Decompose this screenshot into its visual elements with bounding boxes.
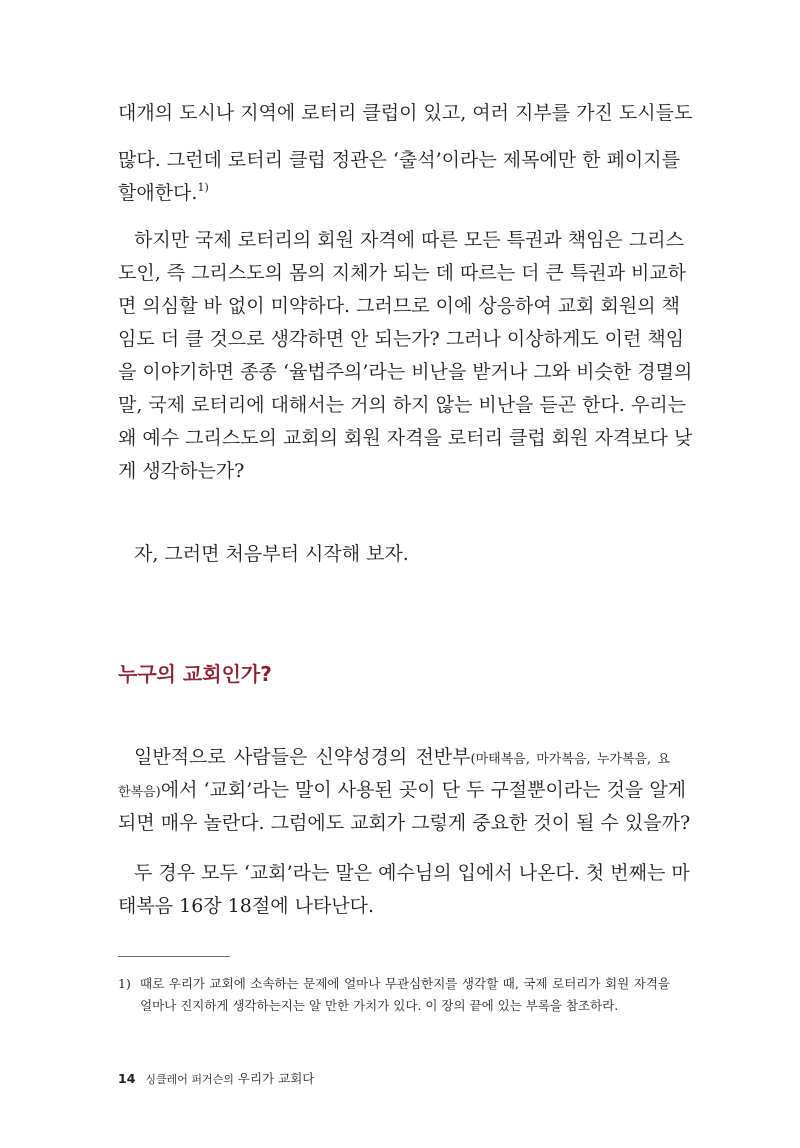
footnote-text: 때로 우리가 교회에 소속하는 문제에 얼마나 무관심한지를 생각할 때, 국제 로터리가 회원 자격을 [140, 976, 670, 991]
body-text-line [118, 179, 670, 207]
body-text-line: 태복음 16장 18절에 나타난다. [118, 895, 375, 917]
footnote-line [118, 973, 670, 995]
body-text-line: 왜 예수 그리스도의 교회의 회원 자격을 로터리 클럽 회원 자격보다 낮 [118, 427, 693, 449]
body-text-line: 두 경우 모두 ‘교회’라는 말은 예수님의 입에서 나온다. 첫 번째는 마 [134, 862, 690, 884]
body-text-line: 게 생각하는가? [118, 460, 245, 482]
body-text: 일반적으로 사람들은 신약성경의 전반부 [134, 746, 471, 768]
body-text-line [118, 776, 687, 807]
body-text-line [134, 743, 670, 774]
page-footer [118, 1070, 314, 1089]
page-number: 14 [118, 1071, 136, 1086]
body-text-line: 대개의 도시나 지역에 로터리 클럽이 있고, 여러 지부를 가진 도시들도 [118, 102, 693, 124]
footnote-divider [118, 956, 230, 957]
gospel-list-small: (마태복음, 마가복음, 누가복음, 요 [470, 752, 671, 767]
body-text-line: 을 이야기하면 종종 ‘율법주의’라는 비난을 받거나 그와 비슷한 경멸의 [118, 361, 693, 383]
body-text-line: 되면 매우 놀란다. 그럼에도 교회가 그렇게 중요한 것이 될 수 있을까? [118, 812, 691, 834]
body-text-line: 많다. 그런데 로터리 클럽 정관은 ‘출석’이라는 제목에만 한 페이지를 [118, 149, 680, 171]
footer-book-title: 우리가 교회다 [237, 1071, 315, 1086]
gospel-list-small: 한복음) [118, 785, 161, 800]
footnote-number: 1) [118, 976, 131, 991]
body-text: 에서 ‘교회’라는 말이 사용된 곳이 단 두 구절뿐이라는 것을 알게 [160, 779, 687, 801]
body-text-line: 면 의심할 바 없이 미약하다. 그러므로 이에 상응하여 교회 회원의 책 [118, 295, 680, 317]
footnote-reference[interactable]: 1) [197, 181, 209, 194]
body-text-line: 도인, 즉 그리스도의 몸의 지체가 되는 데 따르는 더 큰 특권과 비교하 [118, 262, 687, 284]
footnote-line: 얼마나 진지하게 생각하는지는 알 만한 가치가 있다. 이 장의 끝에 있는 부록을 참조하라. [140, 998, 619, 1013]
body-text-line: 자, 그러면 처음부터 시작해 보자. [134, 543, 409, 565]
body-text: 할애한다. [118, 182, 198, 204]
footer-author: 싱클레어 퍼거슨의 [145, 1073, 234, 1086]
body-text-line: 하지만 국제 로터리의 회원 자격에 따른 모든 특권과 책임은 그리스 [134, 229, 684, 251]
section-heading: 누구의 교회인가? [118, 662, 272, 686]
body-text-line: 임도 더 클 것으로 생각하면 안 되는가? 그러나 이상하게도 이런 책임 [118, 328, 685, 350]
body-text-line: 말, 국제 로터리에 대해서는 거의 하지 않는 비난을 듣곤 한다. 우리는 [118, 394, 687, 416]
